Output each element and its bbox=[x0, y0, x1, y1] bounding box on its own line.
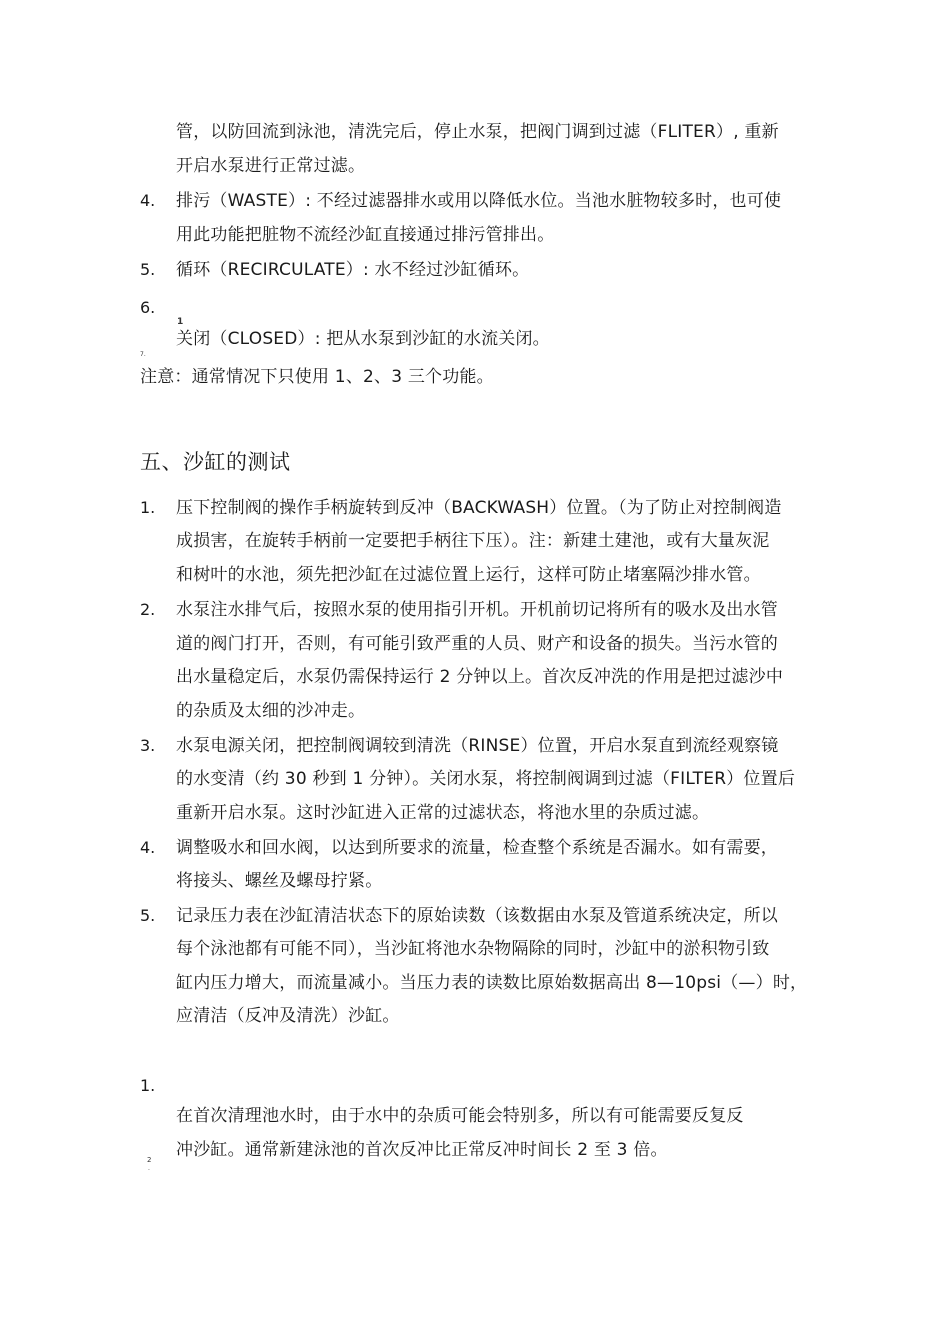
footnote-marker: 1 bbox=[177, 317, 184, 327]
step-number: 5. bbox=[140, 906, 156, 925]
step-text: 成损害，在旋转手柄前一定要把手柄往下压）。注：新建土建池，或有大量灰泥 bbox=[176, 531, 770, 551]
list-item-text: 排污（WASTE）: 不经过滤器排水或用以降低水位。当池水脏物较多时，也可使 bbox=[176, 191, 782, 211]
step-text: 压下控制阀的操作手柄旋转到反冲（BACKWASH）位置。（为了防止对控制阀造 bbox=[176, 498, 782, 518]
note-text: 在首次清理池水时，由于水中的杂质可能会特别多，所以有可能需要反复反 bbox=[176, 1106, 744, 1126]
step-text: 出水量稳定后，水泵仍需保持运行 2 分钟以上。首次反冲洗的作用是把过滤沙中 bbox=[176, 667, 784, 687]
list-number: 6. bbox=[140, 298, 156, 317]
step-text: 的水变清（约 30 秒到 1 分钟）。关闭水泵，将控制阀调到过滤（FILTER）位置后 bbox=[176, 769, 796, 789]
step-text: 应清洁（反冲及清洗）沙缸。 bbox=[176, 1006, 400, 1026]
step-text: 和树叶的水池，须先把沙缸在过滤位置上运行，这样可防止堵塞隔沙排水管。 bbox=[176, 565, 761, 585]
step-text: 道的阀门打开，否则，有可能引致严重的人员、财产和设备的损失。当污水管的 bbox=[176, 634, 778, 654]
step-text: 将接头、螺丝及螺母拧紧。 bbox=[176, 871, 383, 891]
step-text: 每个泳池都有可能不同），当沙缸将池水杂物隔除的同时，沙缸中的淤积物引致 bbox=[176, 939, 770, 959]
step-number: 3. bbox=[140, 736, 156, 755]
list-number: 4. bbox=[140, 191, 156, 210]
note-number: 1. bbox=[140, 1076, 156, 1095]
list-item-text: 关闭（CLOSED）: 把从水泵到沙缸的水流关闭。 bbox=[176, 329, 550, 349]
continued-text-line-1: 管，以防回流到泳池，清洗完后，停止水泵，把阀门调到过滤（FLITER）, 重新 bbox=[176, 122, 779, 142]
note-text: 冲沙缸。通常新建泳池的首次反冲比正常反冲时间长 2 至 3 倍。 bbox=[176, 1140, 668, 1160]
list-item-text: 循环（RECIRCULATE）: 水不经过沙缸循环。 bbox=[176, 260, 530, 280]
step-text: 水泵电源关闭，把控制阀调较到清洗（RINSE）位置，开启水泵直到流经观察镜 bbox=[176, 736, 779, 756]
continued-text-line-2: 开启水泵进行正常过滤。 bbox=[176, 156, 366, 176]
usage-note: 注意：通常情况下只使用 1、2、3 三个功能。 bbox=[140, 367, 494, 387]
list-item-text: 用此功能把脏物不流经沙缸直接通过排污管排出。 bbox=[176, 225, 555, 245]
list-number: 5. bbox=[140, 260, 156, 279]
stray-list-number: 7. bbox=[140, 351, 146, 358]
step-number: 4. bbox=[140, 838, 156, 857]
stray-footnote-marker: 2 bbox=[147, 1156, 152, 1164]
stray-dot: · bbox=[148, 1167, 150, 1174]
step-text: 的杂质及太细的沙冲走。 bbox=[176, 701, 366, 721]
step-text: 重新开启水泵。这时沙缸进入正常的过滤状态，将池水里的杂质过滤。 bbox=[176, 803, 710, 823]
step-number: 2. bbox=[140, 600, 156, 619]
step-text: 水泵注水排气后，按照水泵的使用指引开机。开机前切记将所有的吸水及出水管 bbox=[176, 600, 778, 620]
step-text: 记录压力表在沙缸清洁状态下的原始读数（该数据由水泵及管道系统决定，所以 bbox=[176, 906, 778, 926]
step-text: 缸内压力增大，而流量减小。当压力表的读数比原始数据高出 8—10psi（—）时， bbox=[176, 973, 808, 993]
section-heading: 五、沙缸的测试 bbox=[140, 450, 291, 474]
step-text: 调整吸水和回水阀，以达到所要求的流量，检查整个系统是否漏水。如有需要， bbox=[176, 838, 778, 858]
step-number: 1. bbox=[140, 498, 156, 517]
